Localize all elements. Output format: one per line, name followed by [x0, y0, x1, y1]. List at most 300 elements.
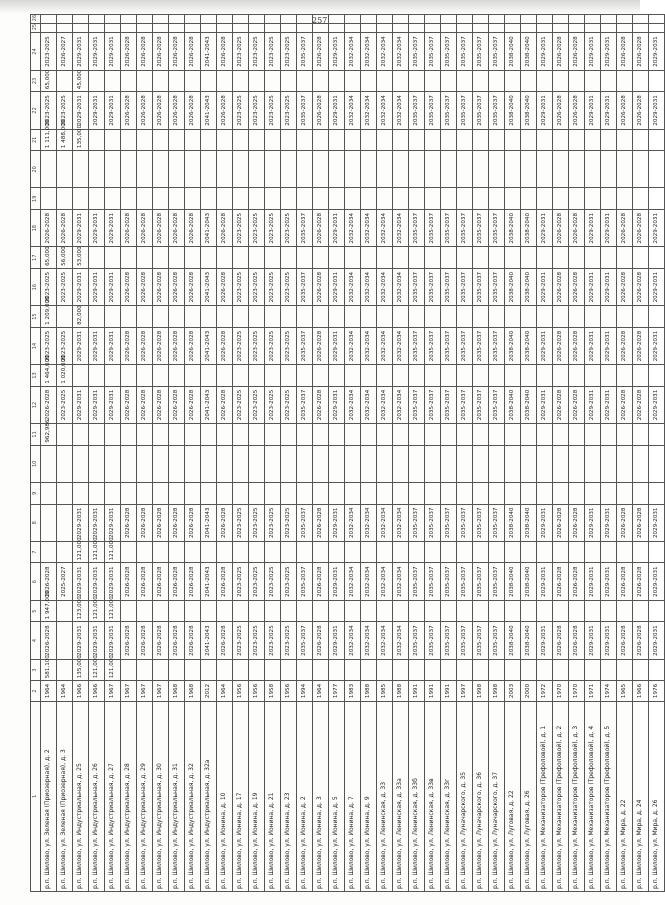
address-cell: р.п. Шилово, ул. Индустриальная, д. 32а [201, 701, 217, 891]
period-cell: 2026-2028 [633, 563, 649, 600]
period-cell [41, 504, 57, 541]
cost-cell [89, 483, 105, 505]
column-number: 18 [31, 210, 41, 247]
cost-cell [617, 306, 633, 328]
cost-cell [377, 306, 393, 328]
cost-cell [121, 247, 137, 269]
address-cell: р.п. Шилово, ул. Луначарского, д. 36 [473, 701, 489, 891]
period-cell: 2035-2037 [441, 504, 457, 541]
cost-cell [649, 70, 665, 92]
period-cell: 2026-2028 [633, 504, 649, 541]
cost-cell [585, 659, 601, 681]
cost-cell [169, 70, 185, 92]
cost-cell [153, 188, 169, 210]
period-cell: 2029-2031 [89, 622, 105, 659]
period-cell: 2026-2028 [185, 268, 201, 305]
period-cell: 2035-2037 [489, 33, 505, 70]
period-cell: 2035-2037 [457, 622, 473, 659]
empty-cell [537, 15, 553, 24]
table-row [137, 15, 153, 892]
cost-cell [649, 306, 665, 328]
table-row [537, 15, 553, 892]
period-cell: 2026-2028 [617, 563, 633, 600]
period-cell [377, 445, 393, 482]
period-cell [121, 151, 137, 188]
cost-cell [649, 365, 665, 387]
period-cell: 2035-2037 [425, 92, 441, 129]
cost-cell [329, 70, 345, 92]
period-cell: 2026-2028 [137, 622, 153, 659]
cost-cell [233, 247, 249, 269]
period-cell: 2026-2028 [617, 386, 633, 423]
empty-cell [105, 24, 121, 33]
period-cell: 2035-2037 [441, 563, 457, 600]
cost-cell [617, 483, 633, 505]
period-cell: 2032-2034 [361, 327, 377, 364]
year-cell: 1964 [217, 681, 233, 701]
cost-cell [201, 600, 217, 622]
period-cell: 2023-2025 [281, 563, 297, 600]
address-cell: р.п. Шилово, ул. Зеленая (Приозерная), д. 2 [41, 701, 57, 891]
period-cell: 2026-2028 [617, 268, 633, 305]
period-cell [473, 445, 489, 482]
period-cell: 2038-2040 [505, 504, 521, 541]
period-cell: 2029-2031 [585, 92, 601, 129]
cost-cell [297, 306, 313, 328]
cost-cell [169, 247, 185, 269]
period-cell: 2023-2025 [281, 386, 297, 423]
period-cell: 2035-2037 [489, 386, 505, 423]
period-cell [153, 445, 169, 482]
period-cell: 2023-2025 [233, 504, 249, 541]
period-cell: 2023-2025 [233, 327, 249, 364]
period-cell: 2026-2028 [169, 622, 185, 659]
period-cell [281, 151, 297, 188]
period-cell: 2026-2028 [217, 268, 233, 305]
year-cell: 1966 [633, 681, 649, 701]
period-cell: 2023-2025 [41, 268, 57, 305]
year-cell: 1974 [601, 681, 617, 701]
cost-cell [297, 541, 313, 563]
period-cell [521, 445, 537, 482]
cost-cell [105, 129, 121, 151]
period-cell: 2035-2037 [457, 210, 473, 247]
period-cell: 2038-2040 [505, 33, 521, 70]
period-cell: 2035-2037 [441, 33, 457, 70]
address-cell: р.п. Шилово, ул. Ионина, д. 23 [281, 701, 297, 891]
period-cell: 2032-2034 [361, 504, 377, 541]
cost-cell [393, 659, 409, 681]
address-cell: р.п. Шилово, ул. Индустриальная, д. 30 [153, 701, 169, 891]
column-number: 8 [31, 504, 41, 541]
cost-cell [361, 541, 377, 563]
cost-cell [649, 424, 665, 446]
scan-shadow [0, 0, 640, 14]
cost-cell [505, 483, 521, 505]
cost-cell [473, 600, 489, 622]
cost-cell [121, 541, 137, 563]
table-row [457, 15, 473, 892]
cost-cell [489, 659, 505, 681]
table-row [73, 15, 89, 892]
period-cell [265, 151, 281, 188]
period-cell: 2029-2031 [649, 210, 665, 247]
period-cell: 2026-2028 [553, 92, 569, 129]
cost-cell [153, 483, 169, 505]
cost-cell [633, 247, 649, 269]
year-cell: 1972 [537, 681, 553, 701]
cost-cell [441, 659, 457, 681]
cost-cell [425, 483, 441, 505]
table-row [217, 15, 233, 892]
period-cell: 2035-2037 [457, 327, 473, 364]
cost-cell [169, 600, 185, 622]
period-cell: 2035-2037 [297, 210, 313, 247]
period-cell: 2029-2031 [105, 622, 121, 659]
empty-cell [185, 15, 201, 24]
cost-cell [185, 659, 201, 681]
cost-cell [217, 70, 233, 92]
period-cell: 2026-2028 [217, 327, 233, 364]
cost-cell [409, 483, 425, 505]
empty-cell [153, 15, 169, 24]
cost-cell: 45,000 [73, 70, 89, 92]
table-row [601, 15, 617, 892]
empty-cell [121, 24, 137, 33]
empty-cell [201, 15, 217, 24]
period-cell: 2026-2028 [137, 504, 153, 541]
address-cell: р.п. Шилово, ул. Ионина, д. 9 [361, 701, 377, 891]
period-cell: 2026-2028 [633, 327, 649, 364]
cost-cell [633, 70, 649, 92]
cost-cell [361, 659, 377, 681]
cost-cell [297, 659, 313, 681]
period-cell [505, 151, 521, 188]
cost-cell [585, 600, 601, 622]
period-cell: 2035-2037 [441, 268, 457, 305]
period-cell: 2035-2037 [409, 33, 425, 70]
period-cell: 2035-2037 [409, 504, 425, 541]
column-number: 7 [31, 541, 41, 563]
cost-cell [537, 188, 553, 210]
column-number: 15 [31, 306, 41, 328]
period-cell: 2026-2028 [313, 386, 329, 423]
period-cell: 2029-2031 [649, 622, 665, 659]
cost-cell [537, 600, 553, 622]
year-cell: 1985 [377, 681, 393, 701]
table-row [585, 15, 601, 892]
table-row [265, 15, 281, 892]
period-cell: 2035-2037 [489, 622, 505, 659]
period-cell: 2026-2028 [569, 92, 585, 129]
period-cell: 2041-2043 [201, 92, 217, 129]
cost-cell [313, 600, 329, 622]
cost-cell [249, 424, 265, 446]
cost-cell [137, 365, 153, 387]
empty-cell [89, 15, 105, 24]
cost-cell [393, 541, 409, 563]
cost-cell [537, 659, 553, 681]
cost-cell: 121,000 [105, 659, 121, 681]
period-cell: 2041-2043 [201, 210, 217, 247]
period-cell: 2023-2025 [265, 92, 281, 129]
cost-cell: 121,000 [105, 600, 121, 622]
period-cell [329, 445, 345, 482]
period-cell: 2029-2031 [585, 210, 601, 247]
cost-cell: 56,000 [57, 247, 73, 269]
cost-cell [393, 188, 409, 210]
period-cell: 2026-2028 [137, 210, 153, 247]
period-cell: 2026-2028 [185, 210, 201, 247]
cost-cell [441, 306, 457, 328]
cost-cell [393, 247, 409, 269]
column-number: 9 [31, 483, 41, 505]
cost-cell [585, 129, 601, 151]
empty-cell [521, 15, 537, 24]
period-cell: 2029-2031 [585, 268, 601, 305]
period-cell: 2026-2028 [553, 210, 569, 247]
column-number: 10 [31, 445, 41, 482]
period-cell: 2026-2028 [185, 92, 201, 129]
address-cell: р.п. Шилово, ул. Мира, д. 22 [617, 701, 633, 891]
period-cell: 2029-2031 [601, 622, 617, 659]
cost-cell [121, 659, 137, 681]
cost-cell [633, 600, 649, 622]
cost-cell [505, 600, 521, 622]
period-cell: 2032-2034 [393, 210, 409, 247]
period-cell: 2026-2028 [185, 386, 201, 423]
period-cell: 2026-2028 [121, 268, 137, 305]
cost-cell [393, 424, 409, 446]
cost-cell [441, 247, 457, 269]
cost-cell [377, 541, 393, 563]
period-cell: 2026-2028 [217, 92, 233, 129]
period-cell: 2029-2031 [73, 386, 89, 423]
cost-cell [217, 306, 233, 328]
period-cell: 2026-2028 [185, 563, 201, 600]
period-cell: 2026-2028 [169, 210, 185, 247]
cost-cell [553, 600, 569, 622]
empty-cell [441, 24, 457, 33]
cost-cell [89, 70, 105, 92]
period-cell [57, 622, 73, 659]
cost-cell [489, 541, 505, 563]
period-cell: 2038-2040 [521, 210, 537, 247]
period-cell: 2032-2034 [361, 210, 377, 247]
period-cell: 2029-2031 [537, 210, 553, 247]
year-cell: 1966 [89, 681, 105, 701]
year-cell: 1964 [57, 681, 73, 701]
cost-cell [649, 659, 665, 681]
period-cell: 2026-2028 [553, 563, 569, 600]
cost-cell [393, 306, 409, 328]
period-cell: 2026-2028 [617, 622, 633, 659]
year-cell: 1966 [73, 681, 89, 701]
period-cell: 2035-2037 [441, 622, 457, 659]
column-number: 20 [31, 151, 41, 188]
column-number: 13 [31, 365, 41, 387]
address-cell: р.п. Шилово, ул. Мира, д. 24 [633, 701, 649, 891]
period-cell [489, 151, 505, 188]
cost-cell [281, 541, 297, 563]
cost-cell: 581,100 [41, 659, 57, 681]
cost-cell [281, 70, 297, 92]
cost-cell [297, 247, 313, 269]
cost-cell [201, 424, 217, 446]
cost-cell [601, 659, 617, 681]
year-cell: 1968 [169, 681, 185, 701]
cost-cell [265, 306, 281, 328]
period-cell: 2026-2028 [41, 386, 57, 423]
column-number: 21 [31, 129, 41, 151]
cost-cell [617, 70, 633, 92]
period-cell [73, 151, 89, 188]
period-cell [633, 445, 649, 482]
cost-cell: 962,986 [41, 424, 57, 446]
table-row [377, 15, 393, 892]
cost-cell [313, 365, 329, 387]
cost-cell [57, 188, 73, 210]
period-cell: 2038-2040 [505, 92, 521, 129]
period-cell: 2029-2031 [585, 327, 601, 364]
address-cell: р.п. Шилово, ул. Индустриальная, д. 32 [185, 701, 201, 891]
period-cell [441, 445, 457, 482]
period-cell: 2029-2031 [329, 622, 345, 659]
cost-cell [201, 306, 217, 328]
period-cell: 2029-2031 [537, 327, 553, 364]
period-cell: 2026-2028 [553, 268, 569, 305]
address-cell: р.п. Шилово, ул. Луначарского, д. 37 [489, 701, 505, 891]
cost-cell [601, 365, 617, 387]
table-row [89, 15, 105, 892]
period-cell: 2029-2031 [329, 386, 345, 423]
period-cell: 2026-2028 [313, 210, 329, 247]
column-number: 22 [31, 92, 41, 129]
period-cell: 2026-2028 [553, 504, 569, 541]
period-cell: 2038-2040 [505, 327, 521, 364]
period-cell: 2026-2028 [41, 622, 57, 659]
empty-cell [329, 15, 345, 24]
cost-cell [137, 541, 153, 563]
address-cell: р.п. Шилово, ул. Механизаторов (Трефоловой), д. 5 [601, 701, 617, 891]
cost-cell [457, 129, 473, 151]
cost-cell [185, 600, 201, 622]
empty-cell [185, 24, 201, 33]
cost-cell [345, 188, 361, 210]
cost-cell: 1 209,000 [41, 306, 57, 328]
period-cell: 2023-2025 [249, 504, 265, 541]
cost-cell [409, 365, 425, 387]
period-cell: 2026-2028 [633, 92, 649, 129]
address-cell: р.п. Шилово, ул. Ионина, д. 17 [233, 701, 249, 891]
cost-cell [73, 424, 89, 446]
cost-cell [281, 129, 297, 151]
period-cell: 2026-2028 [569, 386, 585, 423]
period-cell: 2026-2028 [121, 622, 137, 659]
period-cell: 2026-2028 [569, 268, 585, 305]
cost-cell [441, 424, 457, 446]
period-cell: 2035-2037 [425, 33, 441, 70]
address-cell: р.п. Шилово, ул. Механизаторов (Трефоловой), д. 1 [537, 701, 553, 891]
cost-cell [329, 659, 345, 681]
year-cell: 1977 [329, 681, 345, 701]
cost-cell [617, 600, 633, 622]
address-cell: р.п. Шилово, ул. Луговая, д. 22 [505, 701, 521, 891]
period-cell: 2023-2025 [57, 92, 73, 129]
period-cell [553, 445, 569, 482]
cost-cell [633, 659, 649, 681]
cost-cell [265, 483, 281, 505]
period-cell [585, 151, 601, 188]
empty-cell [281, 24, 297, 33]
cost-cell: 65,000 [41, 70, 57, 92]
cost-cell: 1 947,000 [41, 600, 57, 622]
cost-cell: 121,000 [73, 541, 89, 563]
cost-cell [249, 600, 265, 622]
period-cell: 2026-2028 [313, 563, 329, 600]
cost-cell [153, 424, 169, 446]
period-cell [409, 151, 425, 188]
period-cell: 2023-2025 [265, 386, 281, 423]
period-cell [233, 151, 249, 188]
column-number: 1 [31, 701, 41, 891]
cost-cell [233, 188, 249, 210]
empty-cell [409, 24, 425, 33]
cost-cell [425, 365, 441, 387]
cost-cell [617, 129, 633, 151]
period-cell: 2023-2025 [249, 268, 265, 305]
period-cell: 2026-2028 [153, 210, 169, 247]
period-cell: 2023-2025 [249, 622, 265, 659]
period-cell: 2029-2031 [601, 92, 617, 129]
period-cell: 2041-2043 [201, 563, 217, 600]
period-cell: 2023-2025 [233, 92, 249, 129]
period-cell: 2029-2031 [585, 33, 601, 70]
cost-cell [505, 70, 521, 92]
period-cell: 2035-2037 [297, 622, 313, 659]
period-cell [329, 151, 345, 188]
empty-cell [41, 24, 57, 33]
address-cell: р.п. Шилово, ул. Индустриальная, д. 29 [137, 701, 153, 891]
period-cell [345, 445, 361, 482]
period-cell [57, 151, 73, 188]
period-cell: 2035-2037 [297, 33, 313, 70]
cost-cell [169, 541, 185, 563]
period-cell: 2026-2028 [137, 386, 153, 423]
empty-cell [521, 24, 537, 33]
cost-cell: 135,000 [73, 659, 89, 681]
column-number: 23 [31, 70, 41, 92]
empty-cell [409, 15, 425, 24]
empty-cell [361, 15, 377, 24]
year-cell: 1988 [393, 681, 409, 701]
period-cell: 2029-2031 [601, 327, 617, 364]
table-row [345, 15, 361, 892]
period-cell: 2025-2027 [57, 563, 73, 600]
cost-cell [409, 541, 425, 563]
cost-cell [313, 306, 329, 328]
period-cell: 2026-2028 [633, 268, 649, 305]
cost-cell [457, 247, 473, 269]
cost-cell [57, 659, 73, 681]
period-cell [89, 151, 105, 188]
period-cell [201, 151, 217, 188]
period-cell [217, 445, 233, 482]
period-cell: 2035-2037 [297, 327, 313, 364]
period-cell: 2029-2031 [89, 33, 105, 70]
cost-cell: 1 464,000 [41, 365, 57, 387]
period-cell [281, 445, 297, 482]
